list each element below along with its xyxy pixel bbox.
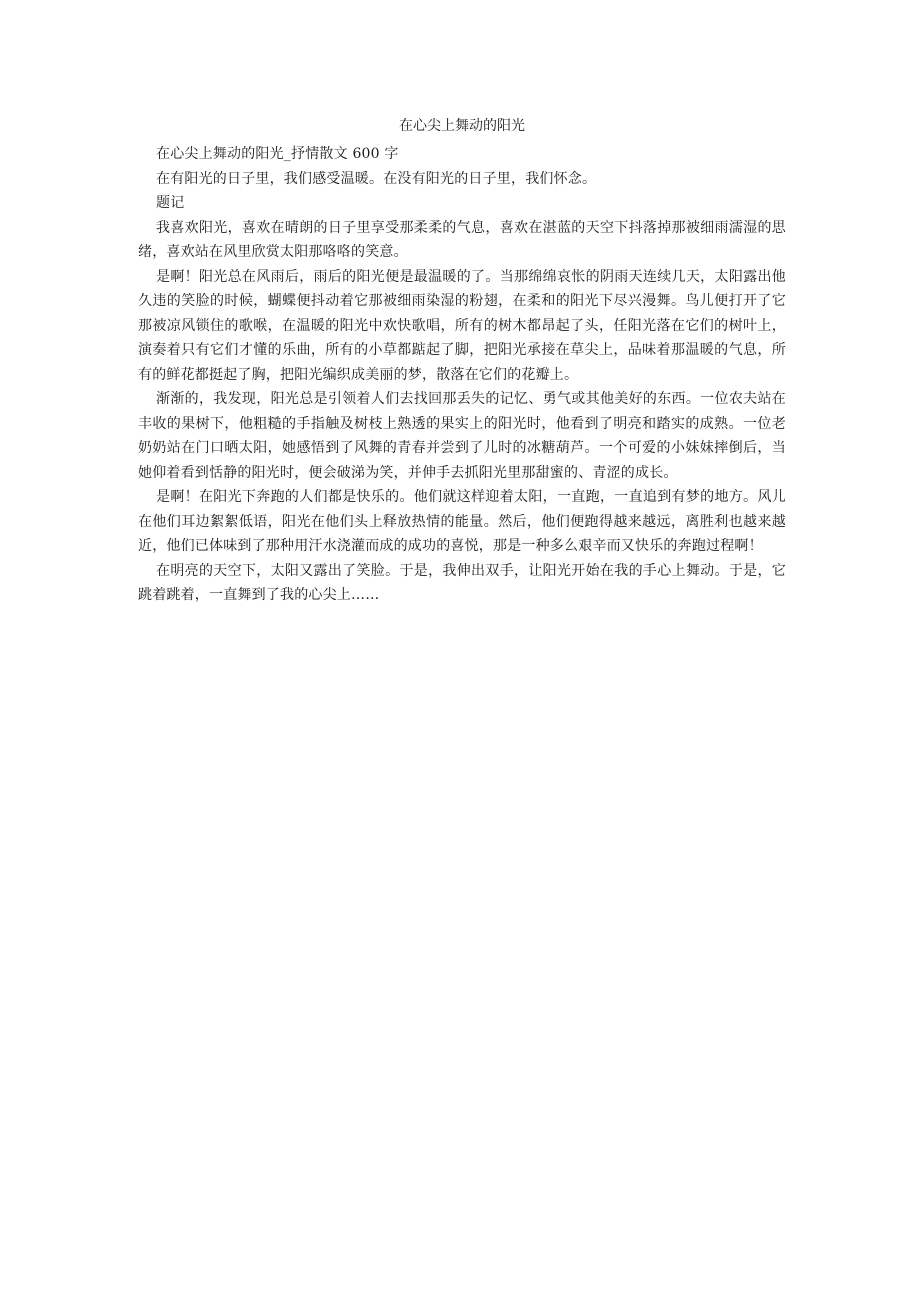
body-paragraph: 是啊！阳光总在风雨后，雨后的阳光便是最温暖的了。当那绵绵哀怅的阴雨天连续几天，太阳露出他久违的笑脸的时候，蝴蝶便抖动着它那被细雨染湿的粉翅，在柔和的阳光下尽兴漫舞。鸟儿便打开了它那被凉风锁住的歌喉，在温暖的阳光中欢快歌唱，所有的树木都昂起了头，任阳光落在它们的树叶上，演奏着只有它们才懂的乐曲，所有的小草都踮起了脚，把阳光承接在草尖上，品味着那温暖的气息，所有的鲜花都挺起了胸，把阳光编织成美丽的梦，散落在它们的花瓣上。 <box>138 268 786 383</box>
body-paragraph: 我喜欢阳光，喜欢在晴朗的日子里享受那柔柔的气息，喜欢在湛蓝的天空下抖落掉那被细雨濡湿的思绪，喜欢站在风里欣赏太阳那咯咯的笑意。 <box>138 219 786 260</box>
page-title: 在心尖上舞动的阳光 <box>399 118 525 134</box>
subtitle-paragraph: 在心尖上舞动的阳光_抒情散文 600 字 <box>156 146 399 162</box>
body-paragraph: 是啊！在阳光下奔跑的人们都是快乐的。他们就这样迎着太阳，一直跑，一直追到有梦的地方。风儿在他们耳边絮絮低语，阳光在他们头上释放热情的能量。然后，他们便跑得越来越远，离胜利也越来越近，他们已体味到了那种用汗水浇灌而成的成功的喜悦，那是一种多么艰辛而又快乐的奔跑过程啊！ <box>138 489 786 554</box>
document-page <box>138 114 786 608</box>
body-paragraph: 在明亮的天空下，太阳又露出了笑脸。于是，我伸出双手，让阳光开始在我的手心上舞动。于是，它跳着跳着，一直舞到了我的心尖上…… <box>138 562 786 603</box>
epigraph-paragraph: 在有阳光的日子里，我们感受温暖。在没有阳光的日子里，我们怀念。 <box>156 170 597 187</box>
epigraph-attribution: 题记 <box>156 195 185 211</box>
body-paragraph: 渐渐的，我发现，阳光总是引领着人们去找回那丢失的记忆、勇气或其他美好的东西。一位农夫站在丰收的果树下，他粗糙的手指触及树枝上熟透的果实上的阳光时，他看到了明亮和踏实的成熟。一位老奶奶站在门口晒太阳，她感悟到了风舞的青春并尝到了儿时的冰糖葫芦。一个可爱的小妹妹摔倒后，当她仰着看到恬静的阳光时，便会破涕为笑，并伸手去抓阳光里那甜蜜的、青涩的成长。 <box>138 391 786 481</box>
